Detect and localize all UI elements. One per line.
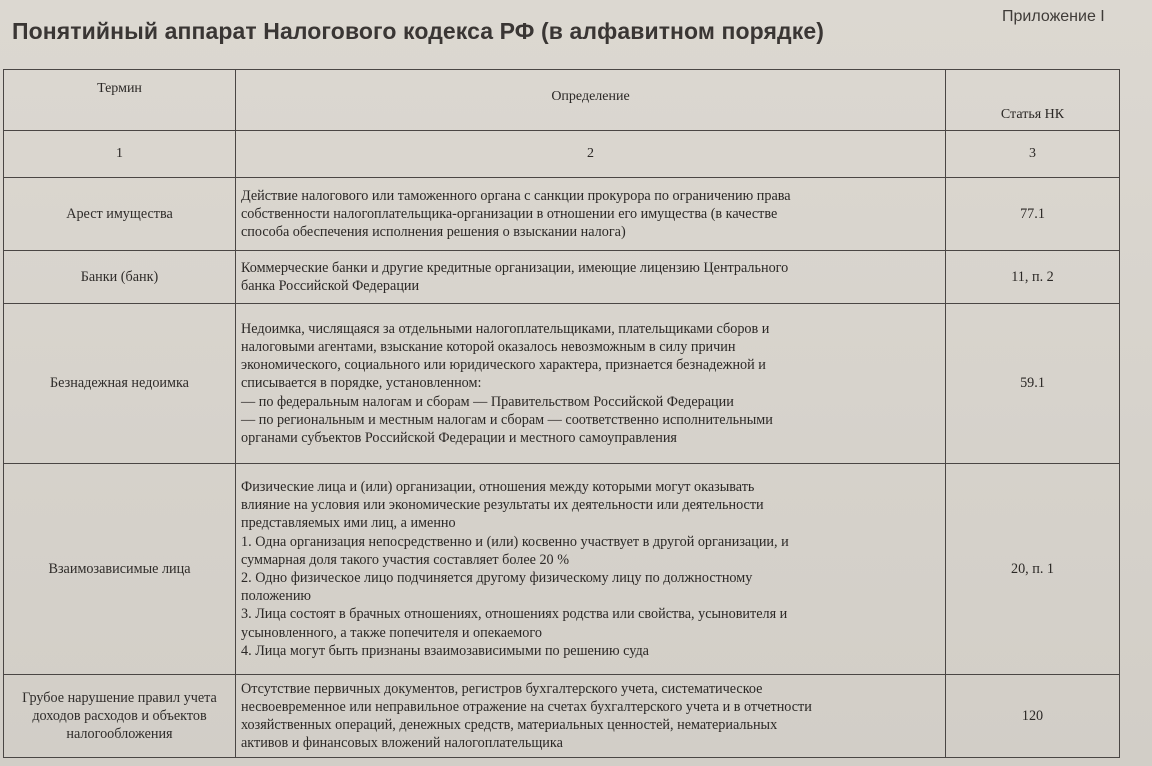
table-row <box>4 251 1120 304</box>
header-article: Статья НК <box>946 70 1120 131</box>
term-cell: Арест имущества <box>4 178 236 251</box>
definition-line: — по региональным и местным налогам и сборам — соответственно исполнительными <box>241 411 773 428</box>
header-definition: Определение <box>236 70 946 131</box>
definition-line: налоговыми агентами, взыскание которой оказалось невозможным в силу причин <box>241 339 736 356</box>
definition-cell <box>236 464 946 675</box>
column-number: 1 <box>4 131 236 178</box>
table-row <box>4 178 1120 251</box>
definition-line: суммарная доля такого участия составляет более 20 % <box>241 551 570 568</box>
definition-line: Недоимка, числящаяся за отдельными налогоплательщиками, плательщиками сборов и <box>241 320 770 337</box>
definition-cell <box>236 675 946 758</box>
terms-table <box>3 69 1120 758</box>
definition-line: несвоевременное или неправильное отражение на счетах бухгалтерского учета и в отчетности <box>241 698 812 715</box>
definition-line: — по федеральным налогам и сборам — Правительством Российской Федерации <box>241 393 734 410</box>
definition-line: собственности налогоплательщика-организации в отношении его имущества (в качестве <box>241 205 778 222</box>
article-cell: 59.1 <box>946 304 1120 464</box>
definition-line: Действие налогового или таможенного органа с санкции прокурора по ограничению права <box>241 187 791 204</box>
definition-cell <box>236 251 946 304</box>
column-number-row <box>4 131 1120 178</box>
article-cell: 77.1 <box>946 178 1120 251</box>
definition-line: способа обеспечения исполнения решения о взыскании налога) <box>241 224 626 241</box>
definition-line: 2. Одно физическое лицо подчиняется другому физическому лицу по должностному <box>241 570 753 586</box>
definition-line: 4. Лица могут быть признаны взаимозависимыми по решению суда <box>241 642 649 659</box>
definition-line: банка Российской Федерации <box>241 278 420 294</box>
definition-line: списывается в порядке, установленном: <box>241 375 482 392</box>
term-cell: Безнадежная недоимка <box>4 304 236 464</box>
table-row <box>4 675 1120 758</box>
article-cell: 11, п. 2 <box>946 251 1120 304</box>
term-cell: Банки (банк) <box>4 251 236 304</box>
appendix-label: Приложение I <box>1002 8 1105 25</box>
definition-line: Физические лица и (или) организации, отношения между которыми могут оказывать <box>241 479 755 496</box>
definition-line: влияние на условия или экономические результаты их деятельности или деятельности <box>241 497 764 514</box>
definition-line: Коммерческие банки и другие кредитные организации, имеющие лицензию Центрального <box>241 259 789 276</box>
document-title: Понятийный аппарат Налогового кодекса РФ (в алфавитном порядке) <box>12 18 824 44</box>
definition-cell <box>236 304 946 464</box>
article-cell: 120 <box>946 675 1120 758</box>
definition-line: активов и финансовых вложений налогоплательщика <box>241 735 563 752</box>
definition-line: экономического, социального или юридического характера, признается безнадежной и <box>241 357 766 374</box>
definition-line: 3. Лица состоят в брачных отношениях, отношениях родства или свойства, усыновителя и <box>241 606 788 623</box>
term-cell: Грубое нарушение правил учета доходов расходов и объектов налогообложения <box>4 675 236 758</box>
table-header-row <box>4 70 1120 131</box>
table-row <box>4 464 1120 675</box>
column-number: 2 <box>236 131 946 178</box>
definition-line: органами субъектов Российской Федерации и местного самоуправления <box>241 429 677 446</box>
article-cell: 20, п. 1 <box>946 464 1120 675</box>
definition-line: представляемых ими лиц, а именно <box>241 515 456 532</box>
definition-line: Отсутствие первичных документов, регистров бухгалтерского учета, систематическое <box>241 680 763 697</box>
definition-line: хозяйственных операций, денежных средств, материальных ценностей, нематериальных <box>241 717 778 733</box>
definition-line: усыновленного, а также попечителя и опекаемого <box>241 624 542 641</box>
table-row <box>4 304 1120 464</box>
term-cell: Взаимозависимые лица <box>4 464 236 675</box>
header-term: Термин <box>4 70 236 131</box>
definition-line: положению <box>241 588 312 605</box>
definition-line: 1. Одна организация непосредственно и (или) косвенно участвует в другой организации, и <box>241 533 789 550</box>
definition-cell <box>236 178 946 251</box>
column-number: 3 <box>946 131 1120 178</box>
